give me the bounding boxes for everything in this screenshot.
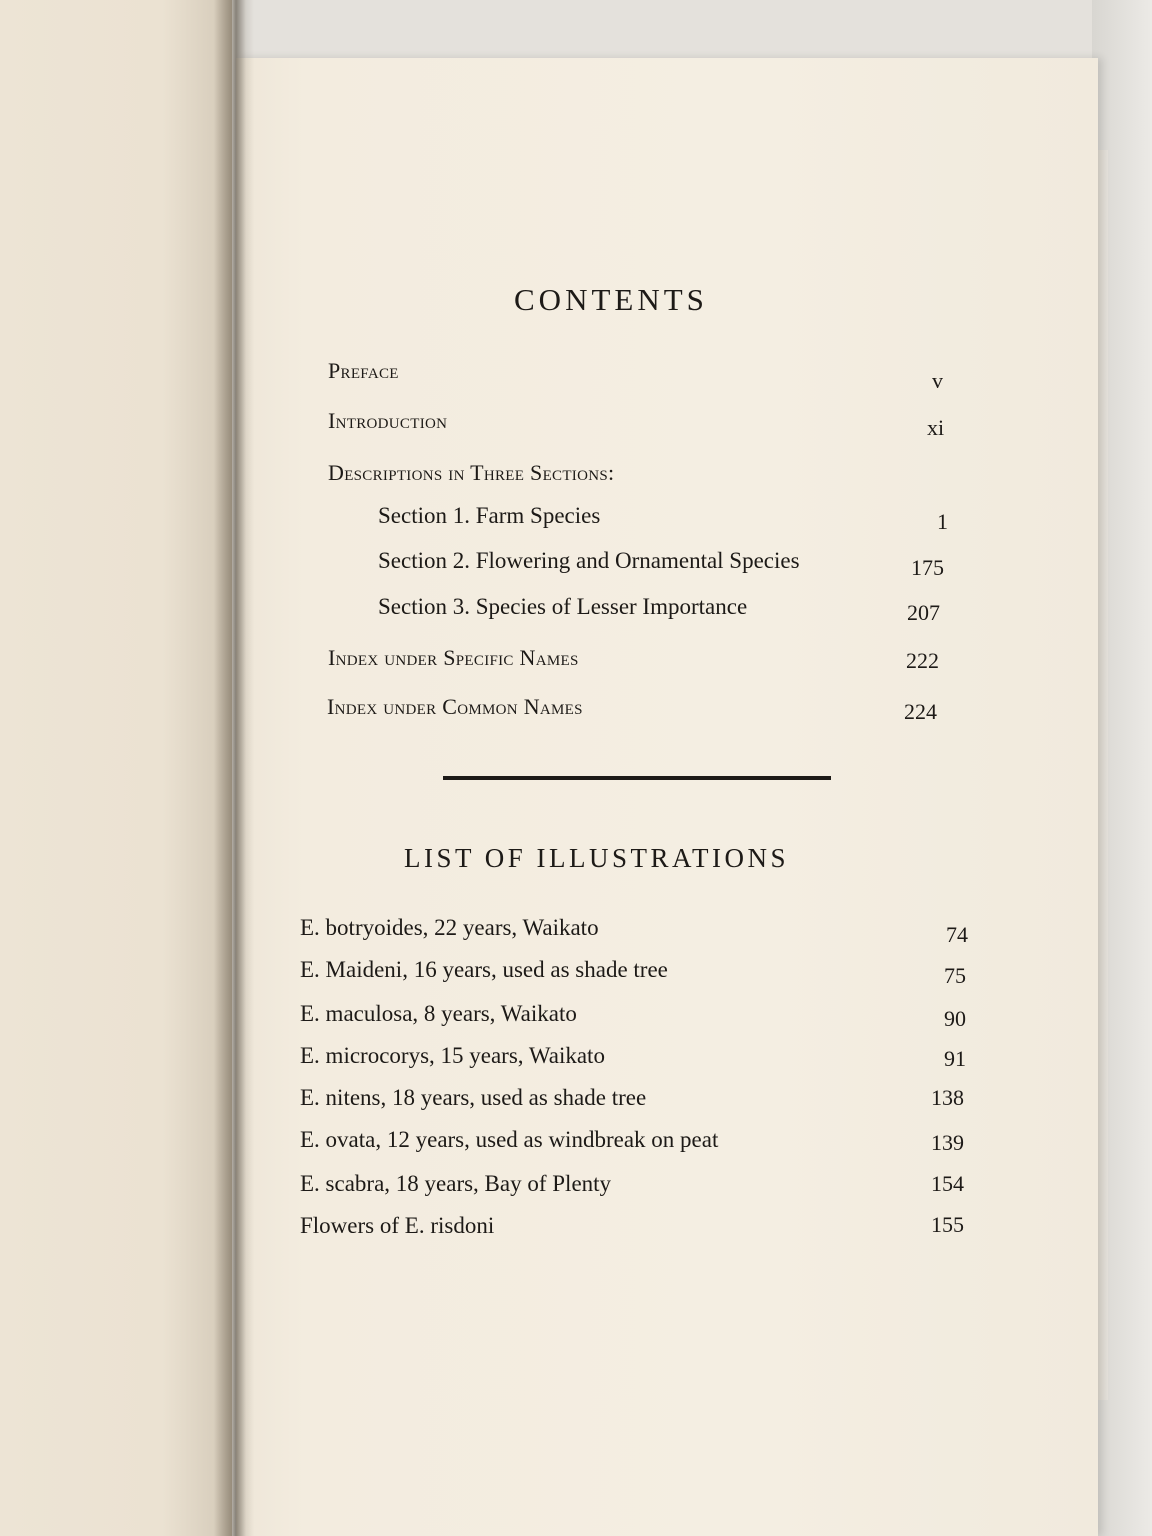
illustration-page: 138 xyxy=(931,1085,964,1110)
left-page xyxy=(0,0,232,1536)
toc-page-section-3: 207 xyxy=(907,600,940,625)
illustration-entry: E. Maideni, 16 years, used as shade tree xyxy=(300,957,668,982)
toc-entry-index-specific: Index under Specific Names xyxy=(328,645,579,670)
book-gutter xyxy=(214,0,254,1536)
illustration-page: 91 xyxy=(944,1046,966,1071)
illustration-page: 155 xyxy=(931,1212,964,1237)
contents-heading: CONTENTS xyxy=(514,282,708,317)
illustration-page: 74 xyxy=(946,922,968,947)
toc-entry-section-1: Section 1. Farm Species xyxy=(378,503,601,528)
toc-entry-section-3: Section 3. Species of Lesser Importance xyxy=(378,594,748,619)
page-edge xyxy=(1098,150,1108,1400)
toc-entry-section-2: Section 2. Flowering and Ornamental Species xyxy=(378,548,800,573)
toc-entry-preface: Preface xyxy=(328,358,399,383)
section-divider xyxy=(443,776,831,780)
illustration-entry: E. maculosa, 8 years, Waikato xyxy=(300,1001,577,1026)
illustration-entry: E. nitens, 18 years, used as shade tree xyxy=(300,1085,647,1110)
illustration-entry: Flowers of E. risdoni xyxy=(300,1213,495,1238)
illustration-entry: E. scabra, 18 years, Bay of Plenty xyxy=(300,1171,612,1196)
illustration-page: 154 xyxy=(931,1171,964,1196)
toc-entry-descriptions: Descriptions in Three Sections: xyxy=(328,460,615,485)
illustration-entry: E. botryoides, 22 years, Waikato xyxy=(300,915,599,940)
toc-page-index-specific: 222 xyxy=(906,648,939,673)
illustration-page: 90 xyxy=(944,1006,966,1031)
toc-page-index-common: 224 xyxy=(904,699,937,724)
toc-page-introduction: xi xyxy=(927,415,945,440)
toc-entry-introduction: Introduction xyxy=(328,408,448,433)
toc-page-preface: v xyxy=(932,368,943,393)
toc-page-section-1: 1 xyxy=(937,509,948,534)
illustration-page: 75 xyxy=(944,963,966,988)
right-page xyxy=(236,58,1098,1536)
illustration-entry: E. microcorys, 15 years, Waikato xyxy=(300,1043,605,1068)
illustrations-heading: LIST OF ILLUSTRATIONS xyxy=(404,843,790,873)
illustration-page: 139 xyxy=(931,1130,964,1155)
toc-entry-index-common: Index under Common Names xyxy=(327,694,583,719)
illustration-entry: E. ovata, 12 years, used as windbreak on peat xyxy=(300,1127,719,1152)
toc-page-section-2: 175 xyxy=(911,555,944,580)
